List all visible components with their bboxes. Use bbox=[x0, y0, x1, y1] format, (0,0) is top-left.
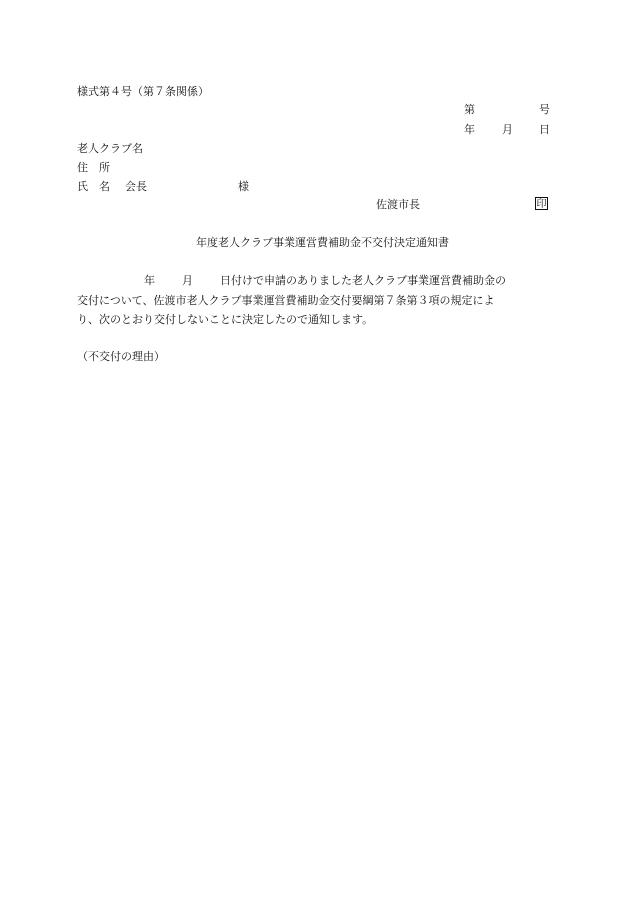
body-month: 月 bbox=[182, 274, 193, 287]
chair-label: 会長 bbox=[125, 180, 147, 193]
number-prefix: 第 bbox=[464, 103, 475, 116]
honorific: 様 bbox=[238, 180, 249, 193]
date-year: 年 bbox=[464, 123, 475, 136]
name-label: 氏 名 bbox=[77, 180, 110, 193]
body-line1-text: 日付けで申請のありました老人クラブ事業運営費補助金の bbox=[220, 274, 506, 287]
date-day: 日 bbox=[539, 123, 550, 136]
body-line3: り、次のとおり交付しないことに決定したので通知します。 bbox=[77, 313, 374, 326]
seal-mark: 印 bbox=[536, 199, 547, 210]
body-year: 年 bbox=[144, 274, 155, 287]
reason-label: （不交付の理由） bbox=[77, 350, 165, 363]
form-label: 様式第４号（第７条関係） bbox=[77, 85, 209, 98]
date-month: 月 bbox=[502, 123, 513, 136]
address-label: 住 所 bbox=[77, 161, 110, 174]
club-name-label: 老人クラブ名 bbox=[77, 142, 143, 155]
document-title: 年度老人クラブ事業運営費補助金不交付決定通知書 bbox=[196, 236, 449, 249]
issuer-title: 佐渡市長 bbox=[376, 198, 420, 211]
body-line2: 交付について、佐渡市老人クラブ事業運営費補助金交付要綱第７条第３項の規定によ bbox=[77, 294, 495, 307]
number-suffix: 号 bbox=[539, 103, 550, 116]
